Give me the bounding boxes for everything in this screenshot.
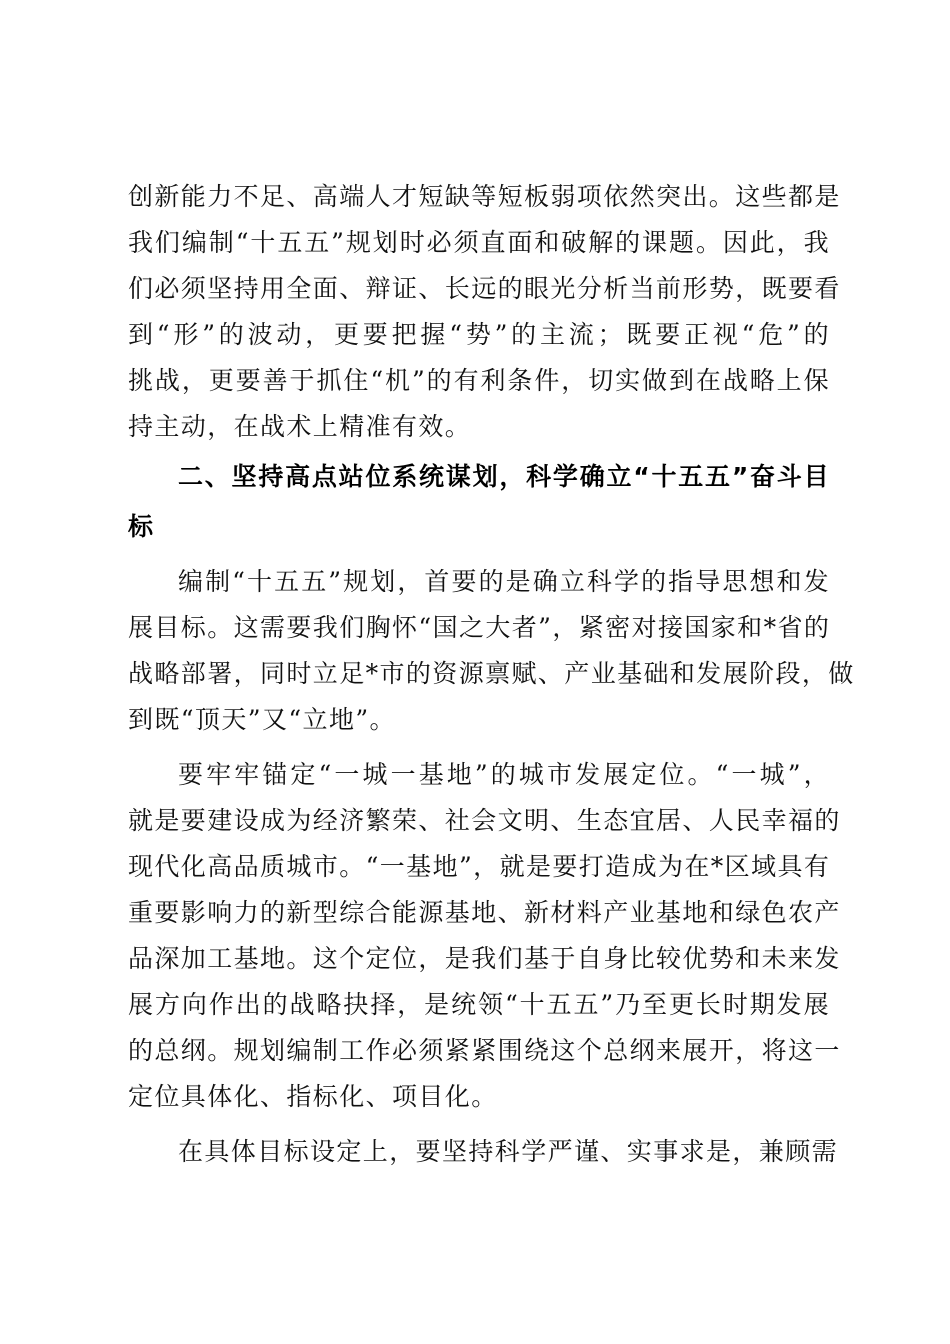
paragraph-3-line-6: 展方向作出的战略抉择，是统领“十五五”乃至更长时期发展 <box>128 990 830 1019</box>
paragraph-3-line-4: 重要影响力的新型综合能源基地、新材料产业基地和绿色农产 <box>128 898 841 927</box>
paragraph-4-line-1: 在具体目标设定上，要坚持科学严谨、实事求是，兼顾需 <box>178 1137 839 1166</box>
paragraph-1-line-4: 到“形”的波动，更要把握“势”的主流；既要正视“危”的 <box>128 320 830 349</box>
paragraph-1-line-2: 我们编制“十五五”规划时必须直面和破解的课题。因此，我 <box>128 228 830 257</box>
paragraph-3-line-1: 要牢牢锚定“一城一基地”的城市发展定位。“一城”， <box>178 760 830 789</box>
section-heading-line-2: 标 <box>128 512 155 541</box>
paragraph-2-line-3: 战略部署，同时立足*市的资源禀赋、产业基础和发展阶段，做 <box>128 659 855 688</box>
section-heading-line-1: 二、坚持高点站位系统谋划，科学确立“十五五”奋斗目 <box>178 462 830 491</box>
paragraph-1-line-5: 挑战，更要善于抓住“机”的有利条件，切实做到在战略上保 <box>128 366 830 395</box>
paragraph-1-line-3: 们必须坚持用全面、辩证、长远的眼光分析当前形势，既要看 <box>128 274 841 303</box>
paragraph-3-line-7: 的总纲。规划编制工作必须紧紧围绕这个总纲来展开，将这一 <box>128 1036 841 1065</box>
paragraph-2-line-4: 到既“顶天”又“立地”。 <box>128 705 396 734</box>
paragraph-1-line-1: 创新能力不足、高端人才短缺等短板弱项依然突出。这些都是 <box>128 182 841 211</box>
paragraph-2-line-1: 编制“十五五”规划，首要的是确立科学的指导思想和发 <box>178 567 830 596</box>
paragraph-1-line-6: 持主动，在战术上精准有效。 <box>128 412 472 441</box>
paragraph-3-line-2: 就是要建设成为经济繁荣、社会文明、生态宜居、人民幸福的 <box>128 806 841 835</box>
paragraph-2-line-2: 展目标。这需要我们胸怀“国之大者”，紧密对接国家和*省的 <box>128 613 831 642</box>
paragraph-3-line-5: 品深加工基地。这个定位，是我们基于自身比较优势和未来发 <box>128 944 841 973</box>
paragraph-3-line-3: 现代化高品质城市。“一基地”，就是要打造成为在*区域具有 <box>128 852 831 881</box>
paragraph-3-line-8: 定位具体化、指标化、项目化。 <box>128 1082 498 1111</box>
